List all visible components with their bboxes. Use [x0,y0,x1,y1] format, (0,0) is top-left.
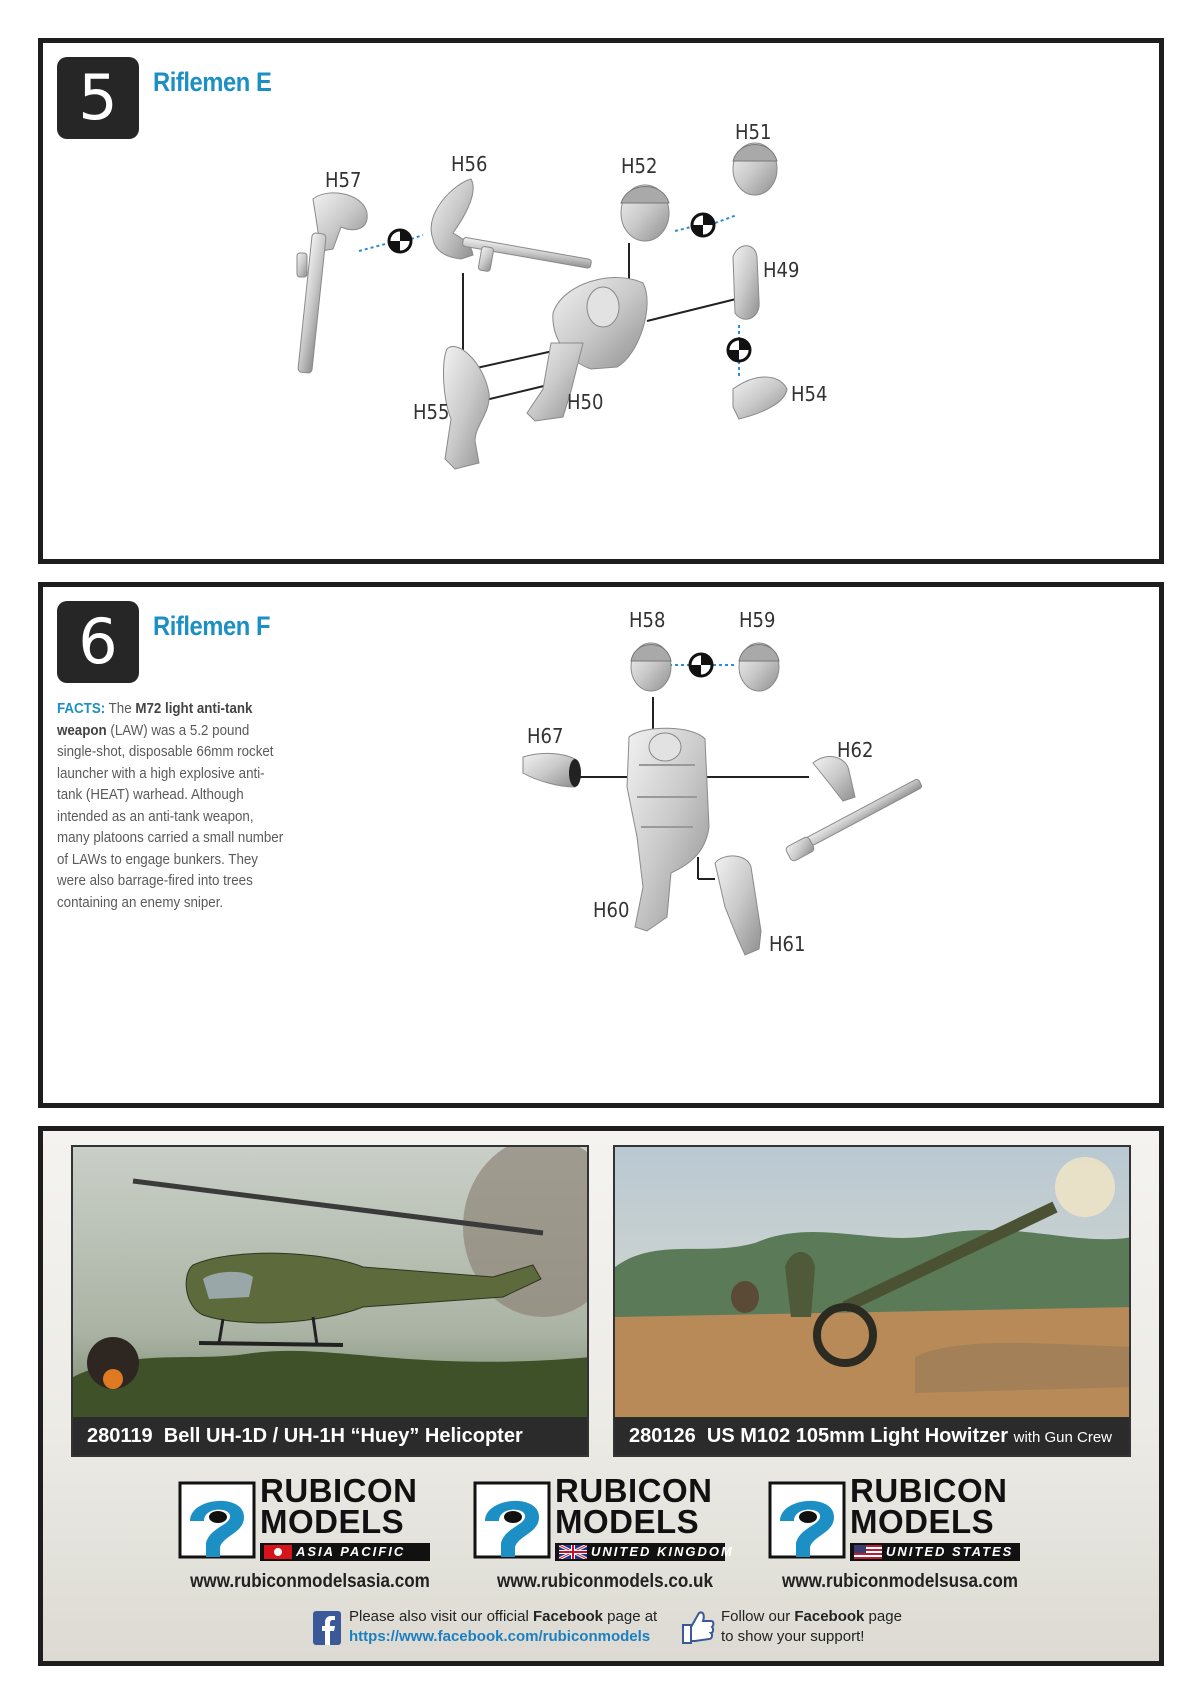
us-flag-icon [854,1545,882,1559]
part-label-h61: H61 [769,932,806,956]
uk-flag-icon [559,1545,587,1559]
part-label-h58: H58 [629,608,666,632]
part-h49 [733,246,759,320]
product-caption: 280126 US M102 105mm Light Howitzer with Gun Crew [615,1417,1129,1455]
part-h67 [523,753,581,787]
rubicon-logo-icon [473,1481,551,1559]
glue-icon [728,339,750,361]
step-title: Riflemen F [153,611,271,641]
facebook-icon[interactable] [313,1611,341,1645]
facts-label: FACTS: [57,701,106,717]
howitzer-illustration [615,1147,1131,1457]
brand-region: ASIA PACIFIC [260,1543,430,1561]
part-h54 [733,377,787,419]
part-label-h60: H60 [593,898,630,922]
thumbs-up-icon[interactable] [681,1609,715,1645]
facebook-row [313,1607,933,1655]
facts-emphasis: M72 light anti-tank weapon [57,701,253,739]
part-h51 [733,143,777,195]
rubicon-logo-icon [768,1481,846,1559]
step-title: Riflemen E [153,67,272,97]
hong-kong-flag-icon [264,1545,292,1559]
part-label-h50: H50 [567,390,604,414]
brand-region: UNITED KINGDOM [555,1543,725,1561]
part-label-h59: H59 [739,608,776,632]
step-number: 5 [57,57,139,139]
brand-logo-us[interactable] [768,1472,1028,1593]
brand-wordmark: RUBICON MODELS [555,1472,713,1540]
brand-logo-uk[interactable] [473,1472,734,1593]
huey-illustration [73,1147,589,1457]
product-caption: 280119 Bell UH-1D / UH-1H “Huey” Helicopter [73,1417,587,1455]
part-label-h62: H62 [837,738,874,762]
brand-logo-asia[interactable] [178,1472,438,1593]
product-photo-huey[interactable] [71,1145,589,1457]
part-label-h52: H52 [621,154,658,178]
promo-panel [38,1126,1164,1666]
part-h52 [621,185,669,241]
facebook-link[interactable]: https://www.facebook.com/rubiconmodels [349,1628,651,1645]
step-6-panel [38,582,1164,1108]
facebook-visit-text: Please also visit our official Facebook page at https://www.facebook.com/rubiconmodels [349,1608,658,1645]
step-5-panel [38,38,1164,564]
part-label-h67: H67 [527,724,564,748]
part-h55 [444,347,490,469]
part-h60 [627,728,709,931]
part-h57 [297,193,367,374]
assembly-diagram-riflemen-e [43,43,1159,559]
brand-region: UNITED STATES [850,1543,1020,1561]
glue-icon [389,230,411,252]
part-h61 [715,856,761,955]
part-label-h49: H49 [763,258,800,282]
step-number: 6 [57,601,139,683]
part-h56 [431,179,592,272]
brand-url[interactable]: www.rubiconmodels.co.uk [497,1571,713,1592]
part-label-h55: H55 [413,400,450,424]
brand-wordmark: RUBICON MODELS [850,1472,1008,1540]
part-h59 [739,643,779,691]
rubicon-logo-icon [178,1481,256,1559]
glue-icon [692,214,714,236]
brand-url[interactable]: www.rubiconmodelsasia.com [190,1571,430,1592]
facts-text: FACTS: The M72 light anti-tank weapon (LAW) was a 5.2 pound single-shot, disposable 66mm rocket launcher with a high explosive anti-tank (HEAT) warhead. Although intended as an anti-tank weapon, many platoons carried a small number of LAWs to engage bunkers. They were also barrage-fired into trees containing an enemy sniper. [57,701,284,911]
brand-wordmark: RUBICON MODELS [260,1472,418,1540]
part-label-h54: H54 [791,382,828,406]
glue-icon [690,654,712,676]
part-h62 [785,757,923,863]
part-label-h56: H56 [451,152,488,176]
product-photo-howitzer[interactable] [613,1145,1131,1457]
assembly-diagram-riflemen-f [43,587,1159,1103]
facebook-follow-text: Follow our Facebook page to show your support! [721,1608,902,1645]
part-h58 [631,643,671,691]
part-label-h57: H57 [325,168,362,192]
part-label-h51: H51 [735,120,772,144]
brand-url[interactable]: www.rubiconmodelsusa.com [782,1571,1018,1592]
